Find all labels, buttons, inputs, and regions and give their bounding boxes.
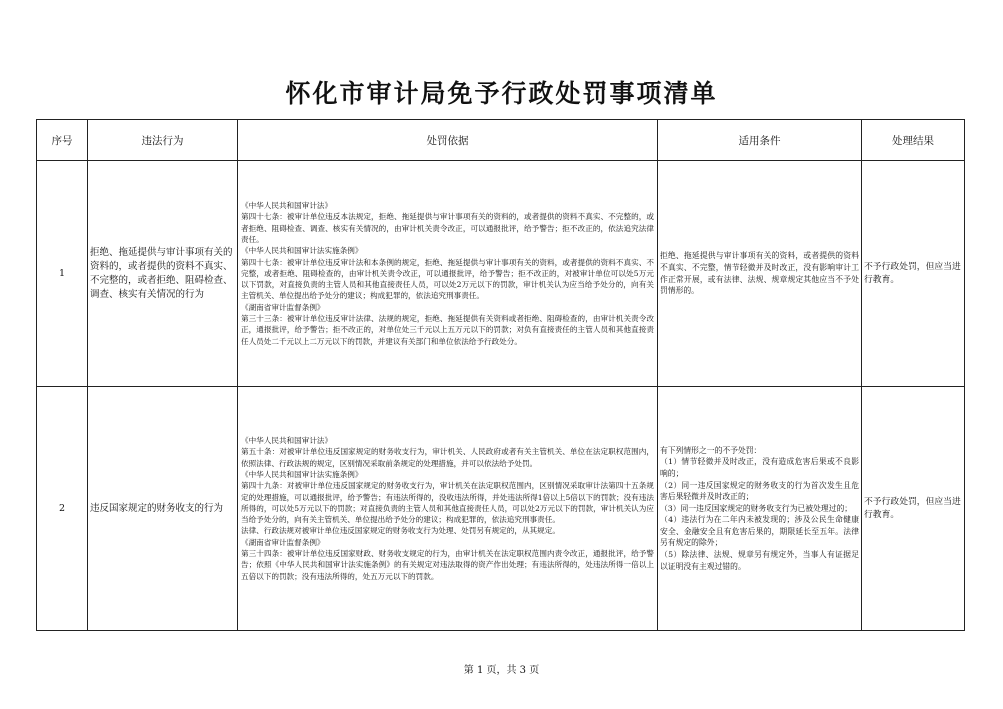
condition-line: 有下列情形之一的不予处罚：	[660, 445, 762, 455]
result-cell: 不予行政处罚，但应当进行教育。	[862, 161, 965, 387]
conditions-cell	[658, 387, 862, 631]
basis-line: 《中华人民共和国审计法实施条例》	[241, 469, 363, 479]
basis-line: 第三十四条：被审计单位违反国家财政、财务收支规定的行为，由审计机关在法定职权范围内责令改正，通报批评，给予警告；依照《中华人民共和国审计法实施条例》的有关规定对违法取得的资产作出处理；有违法所得的，处违法所得一倍以上五倍以下的罚款；没有违法所得的，处五万元以下的罚款。	[241, 549, 654, 581]
condition-line: （4）违法行为在二年内未被发现的；涉及公民生命健康安全、金融安全且有危害后果的，期限延长至五年。法律另有规定的除外；	[660, 515, 859, 548]
header-conditions: 适用条件	[658, 120, 862, 161]
table-row	[37, 387, 965, 631]
basis-line: 第三十三条：被审计单位违反审计法律、法规的规定，拒绝、拖延提供有关资料或者拒绝、阻碍检查的，由审计机关责令改正，通报批评，给予警告；拒不改正的，对单位处三千元以上五万元以下的罚款；对负有直接责任的主管人员和其他直接责任人员处二千元以上二万元以下的罚款，并建议有关部门和单位依法给予行政处分。	[241, 314, 654, 346]
result-cell: 不予行政处罚，但应当进行教育。	[862, 387, 965, 631]
condition-line: （3）同一违反国家规定的财务收支行为已被处理过的；	[660, 503, 853, 513]
table-row	[37, 161, 965, 387]
violation-cell: 违反国家规定的财务收支的行为	[88, 387, 238, 631]
basis-line: 《湖南省审计监督条例》	[241, 537, 325, 547]
page-footer: 第 1 页，共 3 页	[463, 665, 540, 676]
header-result: 处理结果	[862, 120, 965, 161]
header-penalty-basis: 处罚依据	[238, 120, 658, 161]
row-index: 2	[37, 387, 88, 631]
table-header-row	[37, 120, 965, 161]
basis-line: 法律、行政法规对被审计单位违反国家规定的财务收支行为处理、处罚另有规定的，从其规定。	[241, 526, 560, 536]
basis-line: 第四十七条：被审计单位违反审计法和本条例的规定，拒绝、拖延提供与审计事项有关的资料，或者提供的资料不真实、不完整，或者拒绝、阻碍检查的，由审计机关责令改正，可以通报批评，给予警告；拒不改正的，对被审计单位可以处5万元以下罚款，对直接负责的主管人员和其他直接责任人员，可以处2万元以下的罚款，审计机关认为应当给予处分的，向有关主管机关、单位提出给予处分的建议；构成犯罪的，依法追究刑事责任。	[241, 257, 654, 301]
header-violation: 违法行为	[88, 120, 238, 161]
basis-line: 第四十九条：对被审计单位违反国家规定的财务收支行为，审计机关在法定职权范围内，区别情况采取审计法第四十五条规定的处理措施，可以通报批评，给予警告；有违法所得的，没收违法所得，并处违法所得1倍以上5倍以下的罚款；没有违法所得的，可以处5万元以下的罚款；对直接负责的主管人员和其他直接责任人员，可以处2万元以下的罚款，审计机关认为应当给予处分的，向有关主管机关、单位提出给予处分的建议；构成犯罪的，依法追究刑事责任。	[241, 481, 654, 525]
penalty-basis-cell	[238, 387, 658, 631]
basis-line: 《中华人民共和国审计法实施条例》	[241, 246, 363, 256]
basis-line: 第四十七条：被审计单位违反本法规定，拒绝、拖延提供与审计事项有关的资料的，或者提供的资料不真实、不完整的，或者拒绝、阻碍检查、调查、核实有关情况的，由审计机关责令改正，可以通报批评，给予警告；拒不改正的，依法追究法律责任。	[241, 212, 654, 244]
basis-line: 《中华人民共和国审计法》	[241, 436, 333, 446]
condition-line: （2）同一违反国家规定的财务收支的行为首次发生且危害后果轻微并及时改正的；	[660, 480, 859, 502]
condition-line: （1）情节轻微并及时改正，没有造成危害后果或不良影响的；	[660, 457, 859, 478]
condition-line: （5）除法律、法规、规章另有规定外，当事人有证据足以证明没有主观过错的。	[660, 550, 859, 571]
penalty-basis-cell	[238, 161, 658, 387]
penalty-exemption-table	[36, 119, 965, 631]
row-index: 1	[37, 161, 88, 387]
conditions-cell	[658, 161, 862, 387]
page-title: 怀化市审计局免予行政处罚事项清单	[285, 79, 718, 108]
basis-line: 第五十条：对被审计单位违反国家规定的财务收支行为，审计机关、人民政府或者有关主管机关、单位在法定职权范围内，依照法律、行政法规的规定，区别情况采取前条规定的处理措施，并可以依法给予处罚。	[241, 447, 654, 468]
basis-line: 《湖南省审计监督条例》	[241, 302, 325, 312]
basis-line: 《中华人民共和国审计法》	[241, 201, 333, 211]
violation-cell: 拒绝、拖延提供与审计事项有关的资料的，或者提供的资料不真实、不完整的，或者拒绝、阻碍检查、调查、核实有关情况的行为	[88, 161, 238, 387]
header-index: 序号	[37, 120, 88, 161]
condition-line: 拒绝、拖延提供与审计事项有关的资料，或者提供的资料不真实、不完整，情节轻微并及时改正，没有影响审计工作正常开展，或有法律、法规、规章规定其他应当不予处罚情形的。	[660, 251, 859, 296]
